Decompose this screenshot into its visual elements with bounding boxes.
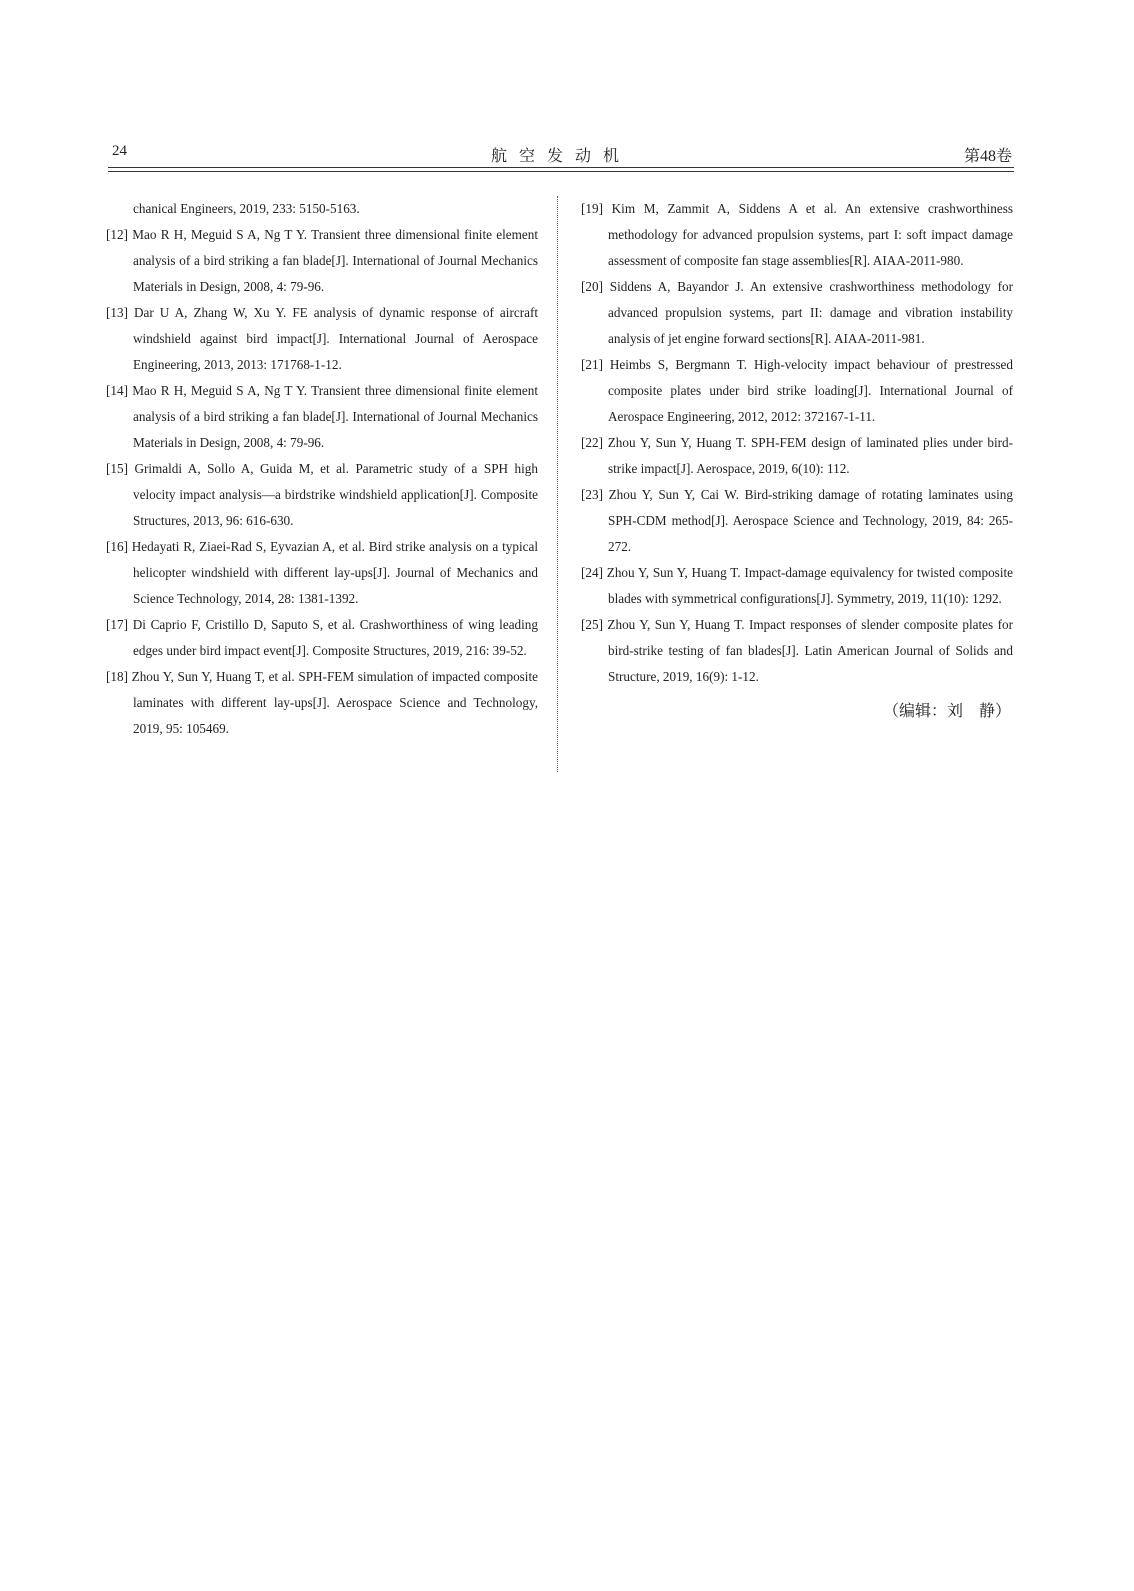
running-header (108, 143, 1014, 167)
reference-18: [18] Zhou Y, Sun Y, Huang T, et al. SPH-FEM simulation of impacted composite laminates with different lay-ups[J]. Aerospace Science and Technology, 2019, 95: 105469. (106, 669, 538, 736)
reference-14: [14] Mao R H, Meguid S A, Ng T Y. Transient three dimensional finite element analysis of a bird striking a fan blade[J]. International of Journal Mechanics Materials in Design, 2008, 4: 79-96. (106, 383, 538, 450)
editor-note: （编辑：刘 静） (882, 701, 1011, 720)
reference-12: [12] Mao R H, Meguid S A, Ng T Y. Transient three dimensional finite element analysis of a bird striking a fan blade[J]. International of Journal Mechanics Materials in Design, 2008, 4: 79-96. (106, 227, 538, 294)
reference-21: [21] Heimbs S, Bergmann T. High-velocity impact behaviour of prestressed composite plates under bird strike loading[J]. International Journal of Aerospace Engineering, 2012, 2012: 372167-1-11. (581, 357, 1013, 424)
header-rule-thin (108, 171, 1014, 172)
volume-label: 第48卷 (963, 148, 1012, 165)
column-divider (557, 196, 558, 772)
references-left-column (106, 196, 538, 742)
reference-13: [13] Dar U A, Zhang W, Xu Y. FE analysis of dynamic response of aircraft windshield against bird impact[J]. International Journal of Aerospace Engineering, 2013, 2013: 171768-1-12. (106, 305, 538, 372)
reference-20: [20] Siddens A, Bayandor J. An extensive crashworthiness methodology for advanced propulsion systems, part II: damage and vibration instability analysis of jet engine forward sections[R]. AIAA-2011-981. (581, 279, 1013, 346)
reference-23: [23] Zhou Y, Sun Y, Cai W. Bird-striking damage of rotating laminates using SPH-CDM method[J]. Aerospace Science and Technology, 2019, 84: 265-272. (581, 487, 1013, 554)
reference-15: [15] Grimaldi A, Sollo A, Guida M, et al. Parametric study of a SPH high velocity impact analysis—a birdstrike windshield application[J]. Composite Structures, 2013, 96: 616-630. (106, 461, 538, 528)
header-rule-thick (108, 167, 1014, 168)
page-number: 24 (112, 143, 127, 159)
reference-16: [16] Hedayati R, Ziaei-Rad S, Eyvazian A, et al. Bird strike analysis on a typical helicopter windshield with different lay-ups[J]. Journal of Mechanics and Science Technology, 2014, 28: 1381-1392. (106, 539, 538, 606)
journal-title: 航空发动机 (490, 148, 631, 165)
reference-17: [17] Di Caprio F, Cristillo D, Saputo S, et al. Crashworthiness of wing leading edges under bird impact event[J]. Composite Structures, 2019, 216: 39-52. (106, 617, 538, 658)
reference-24: [24] Zhou Y, Sun Y, Huang T. Impact-damage equivalency for twisted composite blades with symmetrical configurations[J]. Symmetry, 2019, 11(10): 1292. (581, 565, 1013, 606)
reference-19: [19] Kim M, Zammit A, Siddens A et al. An extensive crashworthiness methodology for advanced propulsion systems, part I: soft impact damage assessment of composite fan stage assemblies[R]. AIAA-2011-980. (581, 201, 1013, 268)
reference-22: [22] Zhou Y, Sun Y, Huang T. SPH-FEM design of laminated plies under bird-strike impact[J]. Aerospace, 2019, 6(10): 112. (581, 435, 1013, 476)
reference-continuation: chanical Engineers, 2019, 233: 5150-5163. (133, 201, 360, 216)
references-right-column (581, 196, 1013, 721)
reference-25: [25] Zhou Y, Sun Y, Huang T. Impact responses of slender composite plates for bird-strike testing of fan blades[J]. Latin American Journal of Solids and Structure, 2019, 16(9): 1-12. (581, 617, 1013, 684)
